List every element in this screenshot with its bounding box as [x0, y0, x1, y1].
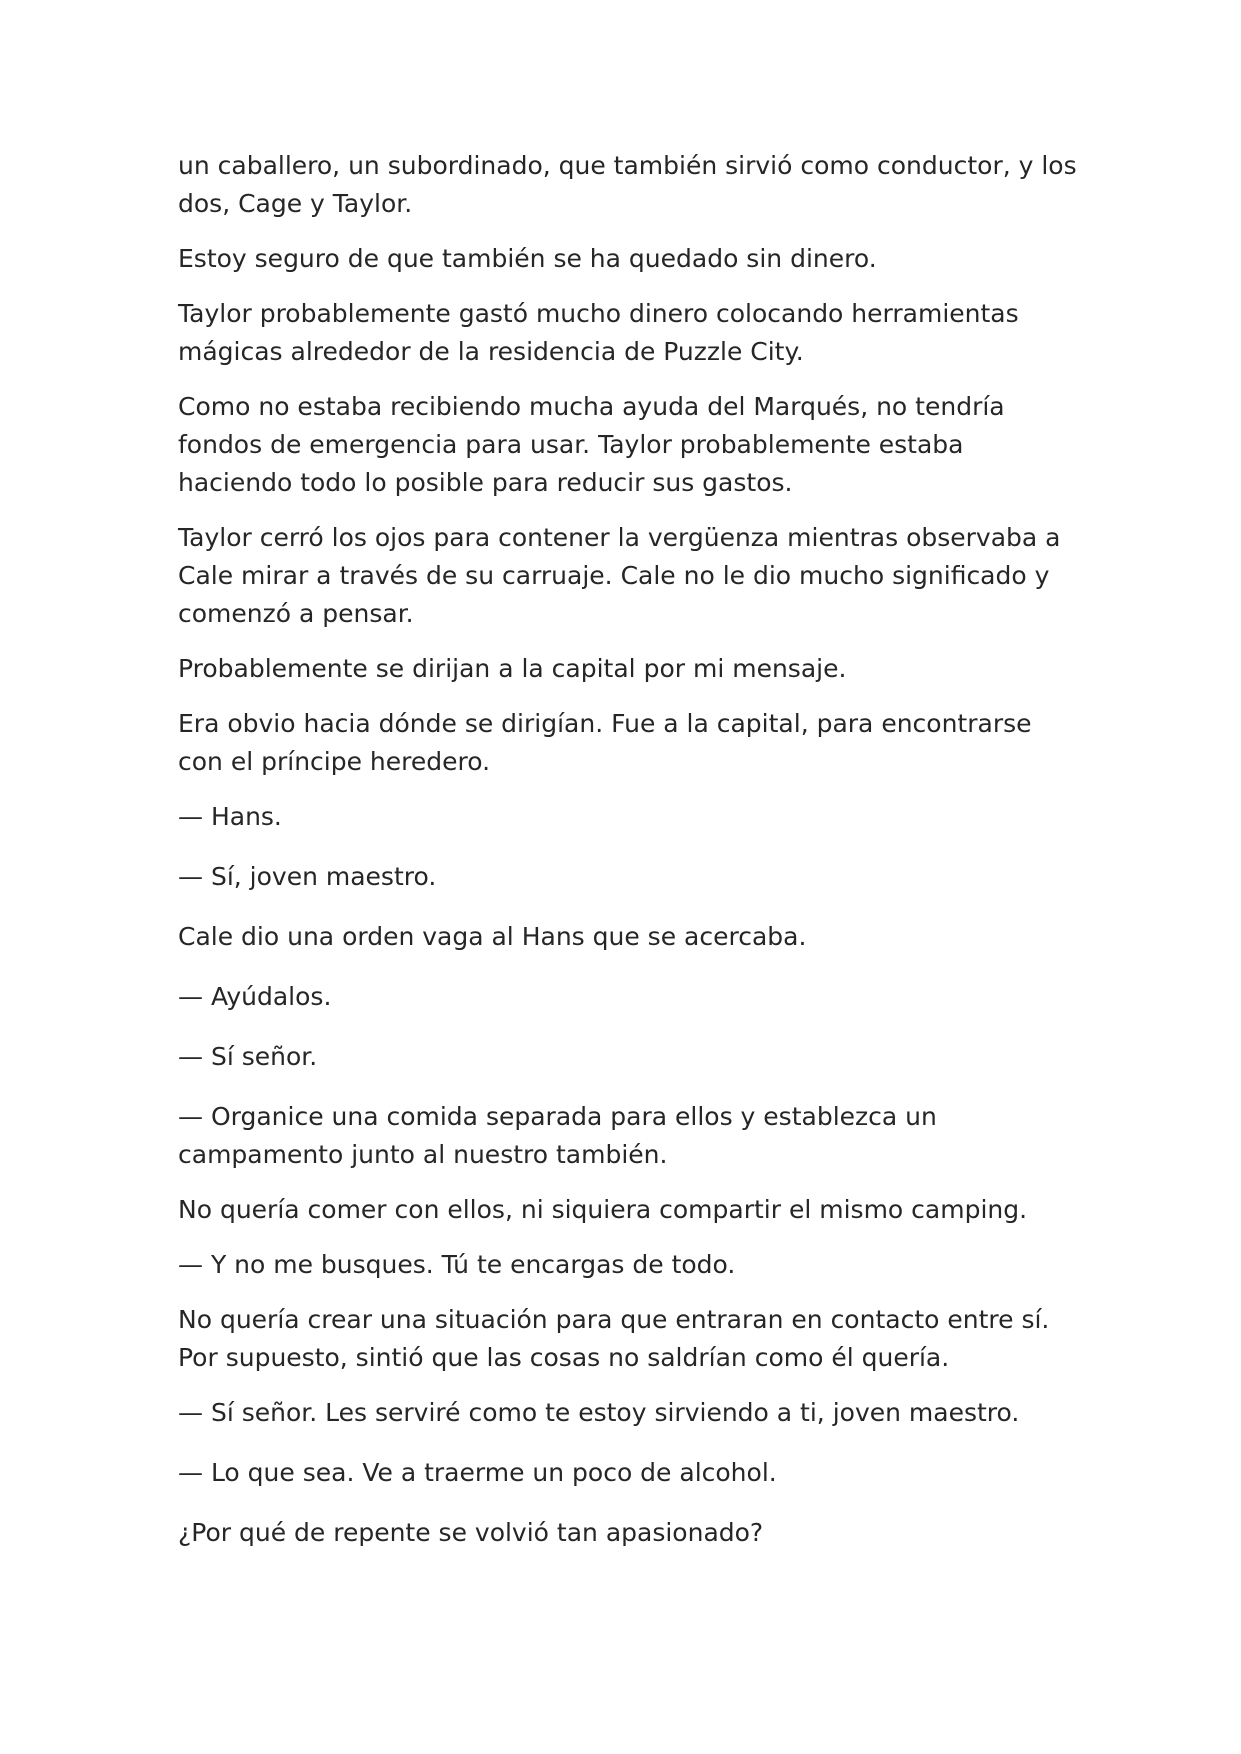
dialogue-line: — Sí, joven maestro. [178, 862, 437, 891]
paragraph: Estoy seguro de que también se ha quedado sin dinero. [178, 244, 877, 273]
paragraph: ¿Por qué de repente se volvió tan apasionado? [178, 1518, 764, 1547]
paragraph: Cale dio una orden vaga al Hans que se acercaba. [178, 922, 807, 951]
paragraph: un caballero, un subordinado, que también sirvió como conductor, y los dos, Cage y Taylor. [178, 151, 1077, 218]
dialogue-line: — Ayúdalos. [178, 982, 332, 1011]
dialogue-line: — Lo que sea. Ve a traerme un poco de alcohol. [178, 1458, 777, 1487]
paragraph: No quería crear una situación para que entraran en contacto entre sí. Por supuesto, sintió que las cosas no saldrían como él quería. [178, 1305, 1050, 1372]
dialogue-line: — Y no me busques. Tú te encargas de todo. [178, 1250, 736, 1279]
paragraph: No quería comer con ellos, ni siquiera compartir el mismo camping. [178, 1195, 1028, 1224]
dialogue-line: — Sí señor. [178, 1042, 318, 1071]
dialogue-line: — Organice una comida separada para ellos y establezca un campamento junto al nuestro también. [178, 1102, 937, 1169]
paragraph: Probablemente se dirijan a la capital por mi mensaje. [178, 654, 847, 683]
document-body [178, 147, 1078, 1569]
paragraph: Como no estaba recibiendo mucha ayuda del Marqués, no tendría fondos de emergencia para usar. Taylor probablemente estaba haciendo todo lo posible para reducir sus gastos. [178, 392, 1005, 497]
dialogue-line: — Hans. [178, 802, 282, 831]
paragraph: Taylor probablemente gastó mucho dinero colocando herramientas mágicas alrededor de la residencia de Puzzle City. [178, 299, 1019, 366]
dialogue-line: — Sí señor. Les serviré como te estoy sirviendo a ti, joven maestro. [178, 1398, 1020, 1427]
paragraph: Taylor cerró los ojos para contener la vergüenza mientras observaba a Cale mirar a través de su carruaje. Cale no le dio mucho significado y comenzó a pensar. [178, 523, 1061, 628]
paragraph: Era obvio hacia dónde se dirigían. Fue a la capital, para encontrarse con el príncipe heredero. [178, 709, 1032, 776]
